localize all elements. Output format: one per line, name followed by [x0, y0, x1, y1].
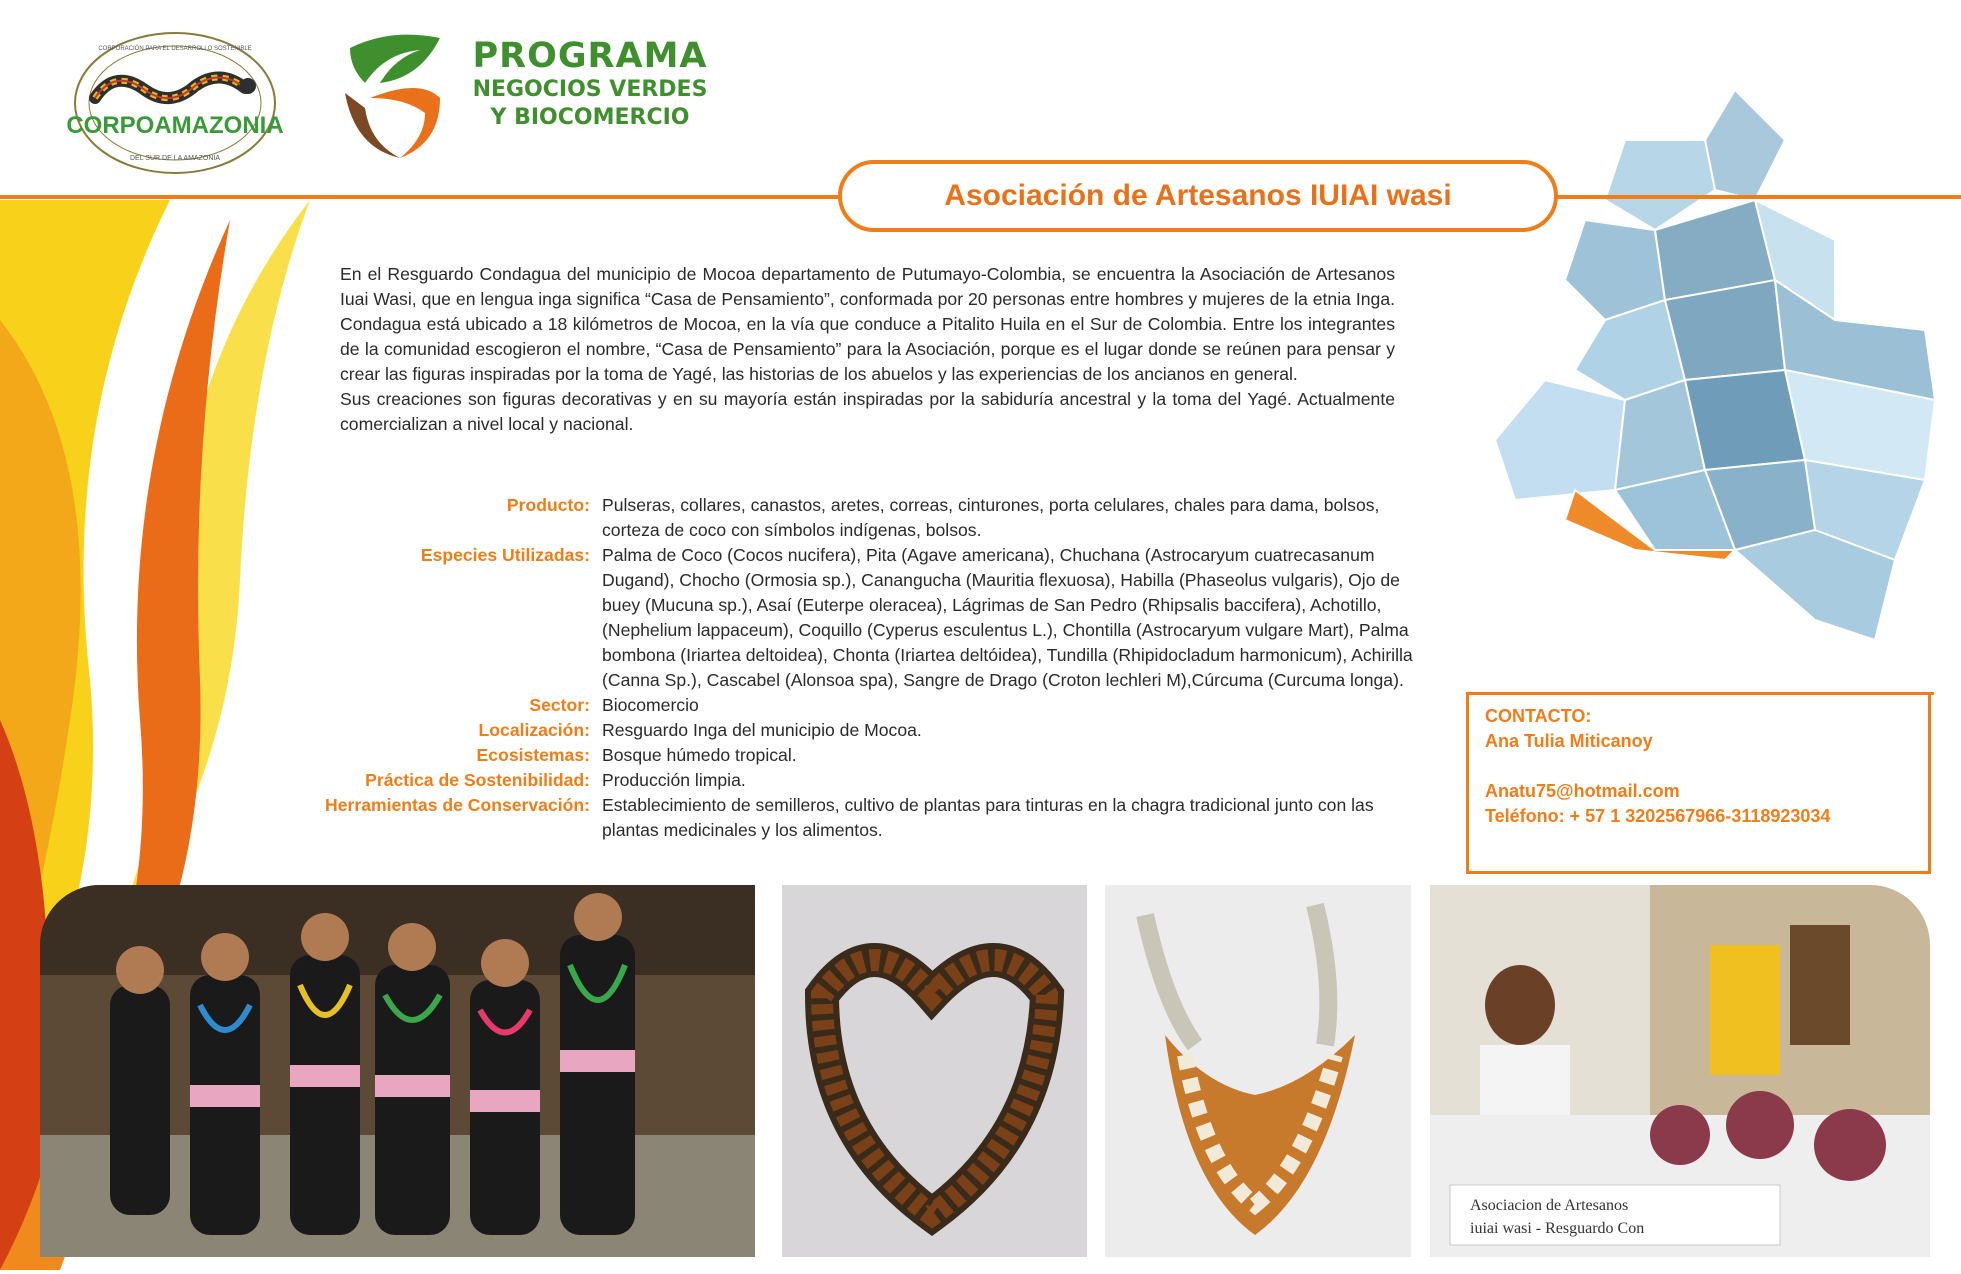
- spec-row: [260, 743, 1425, 768]
- spec-label: Producto:: [506, 495, 590, 515]
- contact-phone: Teléfono: + 57 1 3202567966-3118923034: [1485, 806, 1831, 826]
- corpoamazonia-name: CORPOAMAZONIA: [66, 112, 284, 139]
- contact-heading: CONTACTO:: [1485, 706, 1592, 726]
- page-title: Asociación de Artesanos IUIAI wasi: [944, 179, 1452, 212]
- spec-value: Establecimiento de semilleros, cultivo de plantas para tinturas en la chagra tradicional junto con las plantas medicinales y los alimentos.: [602, 795, 1374, 840]
- spec-row: [260, 543, 1425, 693]
- spec-label: Ecosistemas:: [476, 745, 590, 765]
- photo-market-stall: [1430, 885, 1930, 1257]
- photo-fiber-necklace: [1105, 885, 1411, 1257]
- contact-box-top-border: [1466, 692, 1934, 695]
- spec-value: Resguardo Inga del municipio de Mocoa.: [602, 720, 922, 740]
- svg-text:DEL SUR DE LA AMAZONIA: DEL SUR DE LA AMAZONIA: [130, 155, 220, 162]
- photo-artisans-group: [40, 885, 755, 1257]
- contact-name: Ana Tulia Miticanoy: [1485, 731, 1653, 751]
- program-title: [470, 36, 710, 132]
- corpoamazonia-logo: [55, 28, 295, 178]
- program-line-2: NEGOCIOS VERDES: [472, 77, 708, 102]
- banner-text-line-1: Asociacion de Artesanos: [1470, 1197, 1629, 1214]
- spec-label: Práctica de Sostenibilidad:: [365, 770, 590, 790]
- spec-label: Sector:: [529, 695, 590, 715]
- banner-text-line-2: iuiai wasi - Resguardo Con: [1470, 1220, 1645, 1237]
- svg-text:CORPORACIÓN PARA EL DESARROLLO: CORPORACIÓN PARA EL DESARROLLO SOSTENIBLE: [98, 46, 252, 52]
- spec-label: Especies Utilizadas:: [420, 545, 590, 565]
- program-line-1: PROGRAMA: [472, 36, 708, 76]
- spec-value: Pulseras, collares, canastos, aretes, correas, cinturones, porta celulares, chales para dama, bolsos, corteza de coco con símbolos indígenas, bolsos.: [602, 495, 1380, 540]
- spec-row: [260, 793, 1425, 843]
- spec-label: Localización:: [478, 720, 590, 740]
- spec-row: [260, 718, 1425, 743]
- spec-row: [260, 693, 1425, 718]
- spec-value: Biocomercio: [602, 695, 699, 715]
- spec-value: Bosque húmedo tropical.: [602, 745, 797, 765]
- negocios-verdes-leaf-logo: [340, 28, 450, 163]
- spec-label: Herramientas de Conservación:: [325, 795, 590, 815]
- spec-value: Palma de Coco (Cocos nucifera), Pita (Agave americana), Chuchana (Astrocaryum cuatrecasanum Dugand), Chocho (Ormosia sp.), Canangucha (Mauritia flexuosa), Habilla (Phaseolus vulgaris), Ojo de buey (Mucuna sp.), Asaí (Euterpe oleracea), Lágrimas de San Pedro (Rhipsalis baccifera), Achotillo, (Nephelium lappaceum), Coquillo (Cyperus esculentus L.), Chontilla (Astrocaryum vulgare Mart), Palma bombona (Iriartea deltoidea), Chonta (Iriartea deltóidea), Tundilla (Rhipidocladum harmonicum), Achirilla (Canna Sp.), Cascabel (Alonsoa spa), Sangre de Drago (Croton lechleri M),Cúrcuma (Curcuma longa).: [602, 545, 1413, 690]
- title-banner: [838, 160, 1558, 232]
- spec-row: [260, 768, 1425, 793]
- spec-value: Producción limpia.: [602, 770, 746, 790]
- specs-table: [260, 493, 1425, 843]
- program-line-3: Y BIOCOMERCIO: [490, 105, 690, 130]
- contact-email[interactable]: Anatu75@hotmail.com: [1485, 781, 1680, 801]
- intro-paragraph-2: Sus creaciones son figuras decorativas y en su mayoría están inspiradas por la sabiduría ancestral y la toma del Yagé. Actualmente comercializan a nivel local y nacional.: [340, 389, 1395, 434]
- intro-paragraph-1: En el Resguardo Condagua del municipio de Mocoa departamento de Putumayo-Colombia, se encuentra la Asociación de Artesanos Iuai Wasi, que en lengua inga significa “Casa de Pensamiento”, conformada por 20 personas entre hombres y mujeres de la etnia Inga. Condagua está ubicado a 18 kilómetros de Mocoa, en la vía que conduce a Pitalito Huila en el Sur de Colombia. Entre los integrantes de la comunidad escogieron el nombre, “Casa de Pensamiento” para la Asociación, porque es el lugar donde se reúnen para pensar y crear las figuras inspiradas por la toma de Yagé, las historias de los abuelos y las experiencias de los ancianos en general.: [340, 264, 1395, 384]
- contact-box: [1466, 692, 1931, 874]
- intro-text: [340, 262, 1395, 437]
- spec-row: [260, 493, 1425, 543]
- photo-seed-necklace: [782, 885, 1087, 1257]
